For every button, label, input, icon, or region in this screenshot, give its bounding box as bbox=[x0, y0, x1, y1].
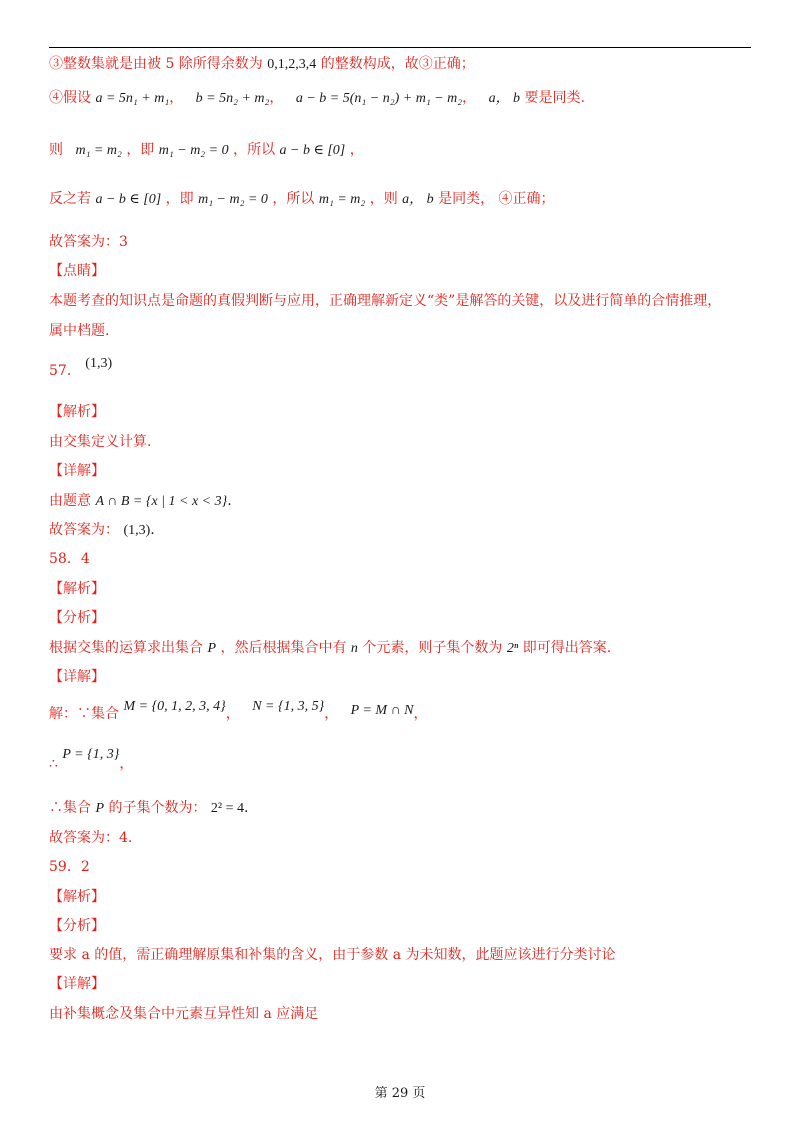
formula-a: a = 5n₁ + m₁ bbox=[95, 91, 170, 106]
set-p-formula: P = M ∩ N bbox=[350, 703, 414, 718]
solution-prefix: 解：∵集合 bbox=[49, 706, 119, 722]
section-heading-fenxi: 【分析】 bbox=[49, 610, 105, 626]
answer-58-line: 故答案为：4. bbox=[49, 830, 133, 846]
answer-57-line bbox=[49, 521, 155, 540]
section-heading-jiexi: 【解析】 bbox=[49, 581, 105, 597]
subset-count-line bbox=[49, 799, 248, 818]
detail-59-text: 由补集概念及集合中元素互异性知 a 应满足 bbox=[49, 1006, 319, 1022]
analysis-58-prefix: 根据交集的运算求出集合 bbox=[49, 640, 203, 656]
then-prefix: 则 bbox=[49, 142, 63, 158]
set-m-formula: M = {0, 1, 2, 3, 4} bbox=[123, 699, 226, 714]
remainder-set-math: 0,1,2,3,4 bbox=[267, 57, 317, 72]
answer-line: 故答案为：3 bbox=[49, 234, 128, 250]
section-heading-xiangjie: 【详解】 bbox=[49, 463, 105, 479]
n-symbol: n bbox=[350, 641, 358, 656]
statement-4-prefix: ④假设 bbox=[49, 90, 91, 106]
intersection-line bbox=[49, 492, 232, 511]
analysis-58-mid-1: ，然后根据集合中有 bbox=[220, 640, 347, 656]
formula-m-diff-zero: m₁ − m₂ = 0 bbox=[198, 192, 268, 207]
analysis-text: 由交集定义计算. bbox=[49, 434, 152, 450]
converse-tail: 是同类， ④正确； bbox=[438, 191, 555, 207]
subset-count-tail: . bbox=[244, 800, 249, 816]
set-p-symbol: P bbox=[95, 801, 105, 816]
therefore-p-tail: ， bbox=[119, 756, 134, 772]
question-58-line: 58．4 bbox=[49, 551, 90, 567]
power-formula: 2ⁿ bbox=[506, 641, 519, 656]
then-line bbox=[49, 141, 364, 160]
statement-3-text: ③整数集就是由被 5 除所得余数为 bbox=[49, 56, 263, 72]
section-heading-jiexi: 【解析】 bbox=[49, 404, 105, 420]
intersection-formula: A ∩ B = {x | 1 < x < 3} bbox=[95, 494, 228, 509]
solution-tail: ， bbox=[413, 706, 428, 722]
section-heading-xiangjie: 【详解】 bbox=[49, 976, 105, 992]
set-n-formula: N = {1, 3, 5} bbox=[252, 699, 325, 714]
analysis-58-line bbox=[49, 639, 611, 658]
set-p-value: P = {1, 3} bbox=[62, 747, 120, 762]
section-heading-fenxi: 【分析】 bbox=[49, 918, 105, 934]
set-p-symbol: P bbox=[207, 641, 217, 656]
therefore-symbol: ∴ bbox=[49, 756, 58, 772]
then-mid-2: ，所以 bbox=[233, 142, 276, 158]
statement-4-tail: 要是同类. bbox=[524, 90, 585, 106]
section-heading-jiexi: 【解析】 bbox=[49, 889, 105, 905]
answer-57-value: (1,3) bbox=[123, 523, 151, 538]
section-heading-dianjing: 【点睛】 bbox=[49, 263, 105, 279]
question-57-line bbox=[49, 356, 113, 381]
solution-sets-line: 解：∵集合 M = {0, 1, 2, 3, 4}， N = {1, 3, 5}， P = M ∩ N， bbox=[49, 699, 428, 722]
page-number: 第 29 页 bbox=[374, 1086, 426, 1101]
formula-b: b = 5n₂ + m₂ bbox=[195, 91, 270, 106]
analysis-58-tail: 即可得出答案. bbox=[522, 640, 612, 656]
formula-a-b: a， b bbox=[488, 91, 521, 106]
converse-mid-1: ，即 bbox=[165, 191, 194, 207]
formula-class-zero: a − b ∈ [0] bbox=[95, 192, 162, 207]
converse-mid-3: ，则 bbox=[369, 191, 398, 207]
analysis-58-mid-2: 个元素，则子集个数为 bbox=[362, 640, 503, 656]
section-heading-xiangjie: 【详解】 bbox=[49, 669, 105, 685]
therefore-p-line bbox=[49, 747, 134, 774]
subset-count-prefix: ∴集合 bbox=[49, 800, 91, 816]
statement-4-line: ④假设 a = 5n₁ + m₁， b = 5n₂ + m₂， a − b = 5(n₁ − n₂) + m₁ − m₂， a， b 要是同类. bbox=[49, 90, 585, 106]
then-mid-1: ，即 bbox=[126, 142, 155, 158]
then-tail: ， bbox=[349, 142, 364, 158]
header-rule bbox=[49, 47, 751, 48]
answer-57-tail: . bbox=[150, 522, 155, 538]
formula-m-equal: m₁ = m₂ bbox=[75, 143, 122, 158]
statement-3-tail: 的整数构成，故③正确； bbox=[320, 56, 475, 72]
answer-57-prefix: 故答案为： bbox=[49, 522, 119, 538]
question-57-number: 57． bbox=[49, 363, 81, 379]
intersection-tail: . bbox=[227, 493, 232, 509]
formula-a-b: a， b bbox=[402, 192, 434, 207]
statement-3-line bbox=[49, 55, 475, 74]
question-59-line: 59．2 bbox=[49, 859, 90, 875]
converse-mid-2: ，所以 bbox=[272, 191, 315, 207]
formula-m-diff-zero: m₁ − m₂ = 0 bbox=[158, 143, 229, 158]
converse-prefix: 反之若 bbox=[49, 191, 91, 207]
commentary-line-2: 属中档题. bbox=[49, 323, 110, 339]
subset-count-mid: 的子集个数为： bbox=[108, 800, 207, 816]
question-57-answer: (1,3) bbox=[85, 356, 113, 371]
analysis-59-text: 要求 a 的值，需正确理解原集和补集的含义，由于参数 a 为未知数，此题应该进行分类讨论 bbox=[49, 947, 616, 963]
converse-line bbox=[49, 190, 555, 209]
formula-class-zero: a − b ∈ [0] bbox=[279, 143, 346, 158]
intersection-prefix: 由题意 bbox=[49, 493, 91, 509]
commentary-line-1: 本题考查的知识点是命题的真假判断与应用，正确理解新定义“类”是解答的关键，以及进行简单的合情推理， bbox=[49, 293, 722, 309]
subset-count-formula: 2² = 4 bbox=[210, 801, 245, 816]
formula-a-minus-b: a − b = 5(n₁ − n₂) + m₁ − m₂ bbox=[295, 91, 463, 106]
formula-m-equal: m₁ = m₂ bbox=[318, 192, 366, 207]
